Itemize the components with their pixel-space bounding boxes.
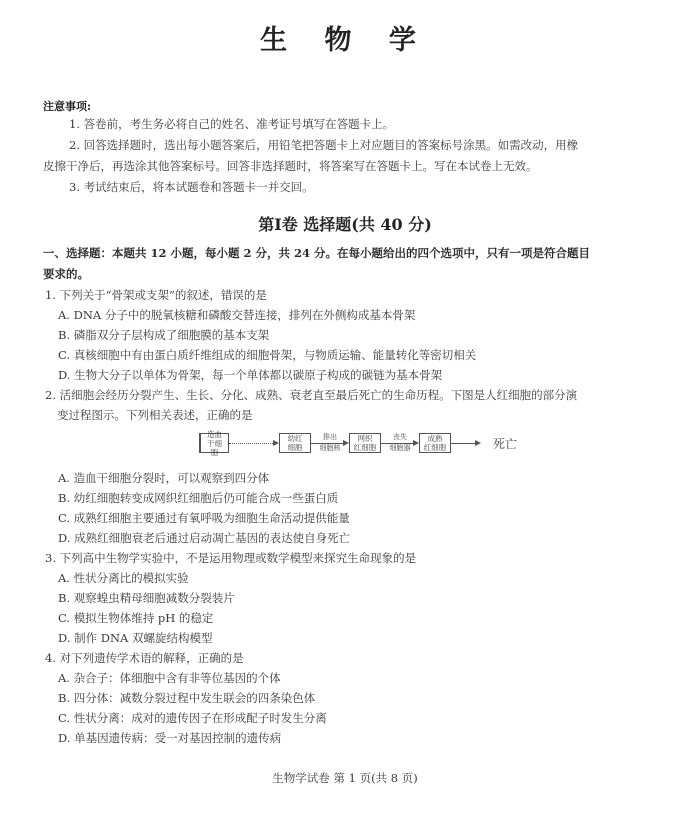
question-2-option-b: B. 幼红细胞转变成网织红细胞后仍可能合成一些蛋白质: [58, 491, 339, 505]
transition-label: [311, 433, 349, 453]
arrow-icon: [311, 433, 349, 453]
question-4-option-c: C. 性状分离：成对的遗传因子在形成配子时发生分离: [58, 711, 327, 725]
notice-list: [43, 114, 663, 198]
diagram-stage-hematopoietic-stem-cell: [199, 429, 229, 457]
question-3-option-a: A. 性状分离比的模拟实验: [58, 571, 189, 585]
stage-label: 干细胞: [207, 438, 222, 457]
question-3-option-c: C. 模拟生物体维持 pH 的稳定: [58, 611, 214, 625]
stage-label: 造血: [207, 429, 222, 439]
section-desc-line: 一、选择题：本题共 12 小题，每小题 2 分，共 24 分。在每小题给出的四个选项中，只有一项是符合题目: [43, 246, 591, 260]
question-1-option-d: D. 生物大分子以单体为骨架，每一个单体都以碳原子构成的碳链为基本骨架: [58, 368, 443, 382]
diagram-stage-erythroblast: [279, 433, 311, 453]
question-3-stem: 3. 下列高中生物学实验中，不是运用物理或数学模型来探究生命现象的是: [45, 551, 417, 565]
notice-heading: 注意事项:: [43, 100, 92, 113]
red-cell-development-diagram: [199, 428, 517, 458]
question-4-option-b: B. 四分体：减数分裂过程中发生联会的四条染色体: [58, 691, 316, 705]
question-3-option-d: D. 制作 DNA 双螺旋结构模型: [58, 631, 213, 645]
stage-label: 网织: [357, 434, 373, 443]
question-2-option-a: A. 造血干细胞分裂时，可以观察到四分体: [58, 471, 270, 485]
question-1-stem: 1. 下列关于“骨架或支架”的叙述，错误的是: [45, 288, 267, 302]
notice-item-continued: 皮擦干净后，再选涂其他答案标号。回答非选择题时，将答案写在答题卡上。写在本试卷上无效。: [43, 159, 538, 173]
stage-label: 幼红: [287, 434, 303, 443]
question-4-option-d: D. 单基因遗传病：受一对基因控制的遗传病: [58, 731, 282, 745]
transition-text: 丧失: [393, 433, 407, 441]
transition-label: [381, 433, 419, 453]
stage-label: 细胞: [287, 443, 303, 452]
section-desc-line: 要求的。: [43, 267, 89, 281]
question-2-stem-line: 变过程图示。下列相关表述，正确的是: [57, 408, 253, 422]
question-2-option-c: C. 成熟红细胞主要通过有氧呼吸为细胞生命活动提供能量: [58, 511, 350, 525]
transition-text: 细胞器: [389, 444, 411, 452]
dotted-arrow-icon: [229, 433, 279, 453]
notice-item: 3. 考试结束后，将本试题卷和答题卡一并交回。: [69, 180, 314, 194]
diagram-stage-reticulocyte: [349, 433, 381, 453]
stage-label: 红细胞: [353, 443, 377, 452]
question-1-option-c: C. 真核细胞中有由蛋白质纤维组成的细胞骨架，与物质运输、能量转化等密切相关: [58, 348, 477, 362]
question-2-stem: [45, 385, 670, 425]
diagram-end-death: 死亡: [493, 436, 518, 451]
stage-label: 成熟: [427, 434, 443, 443]
section-title: 第Ⅰ卷 选择题(共 40 分): [258, 215, 432, 234]
question-1-option-a: A. DNA 分子中的脱氧核糖和磷酸交替连接，排列在外侧构成基本骨架: [58, 308, 416, 322]
arrow-icon: [381, 433, 419, 453]
page-footer: 生物学试卷 第 1 页(共 8 页): [272, 771, 418, 785]
question-1-option-b: B. 磷脂双分子层构成了细胞膜的基本支架: [58, 328, 270, 342]
transition-text: 细胞核: [319, 444, 341, 452]
section-description: [43, 243, 668, 285]
question-3-option-b: B. 观察蝗虫精母细胞减数分裂装片: [58, 591, 235, 605]
diagram-stage-mature-red-cell: [419, 433, 451, 453]
notice-item: 1. 答卷前，考生务必将自己的姓名、准考证号填写在答题卡上。: [69, 117, 395, 131]
page-title: 生 物 学: [260, 25, 430, 56]
question-2-stem-line: 2. 活细胞会经历分裂产生、生长、分化、成熟、衰老直至最后死亡的生命历程。下图是人红细胞的部分演: [45, 388, 578, 402]
question-2-option-d: D. 成熟红细胞衰老后通过启动凋亡基因的表达使自身死亡: [58, 531, 351, 545]
stage-label: 红细胞: [423, 443, 447, 452]
question-4-stem: 4. 对下列遗传学术语的解释，正确的是: [45, 651, 244, 665]
question-4-option-a: A. 杂合子：体细胞中含有非等位基因的个体: [58, 671, 281, 685]
arrow-icon: [451, 433, 481, 453]
transition-text: 排出: [323, 433, 337, 441]
notice-item: 2. 回答选择题时，选出每小题答案后，用铅笔把答题卡上对应题目的答案标号涂黑。如需改动，用橡: [69, 138, 579, 152]
